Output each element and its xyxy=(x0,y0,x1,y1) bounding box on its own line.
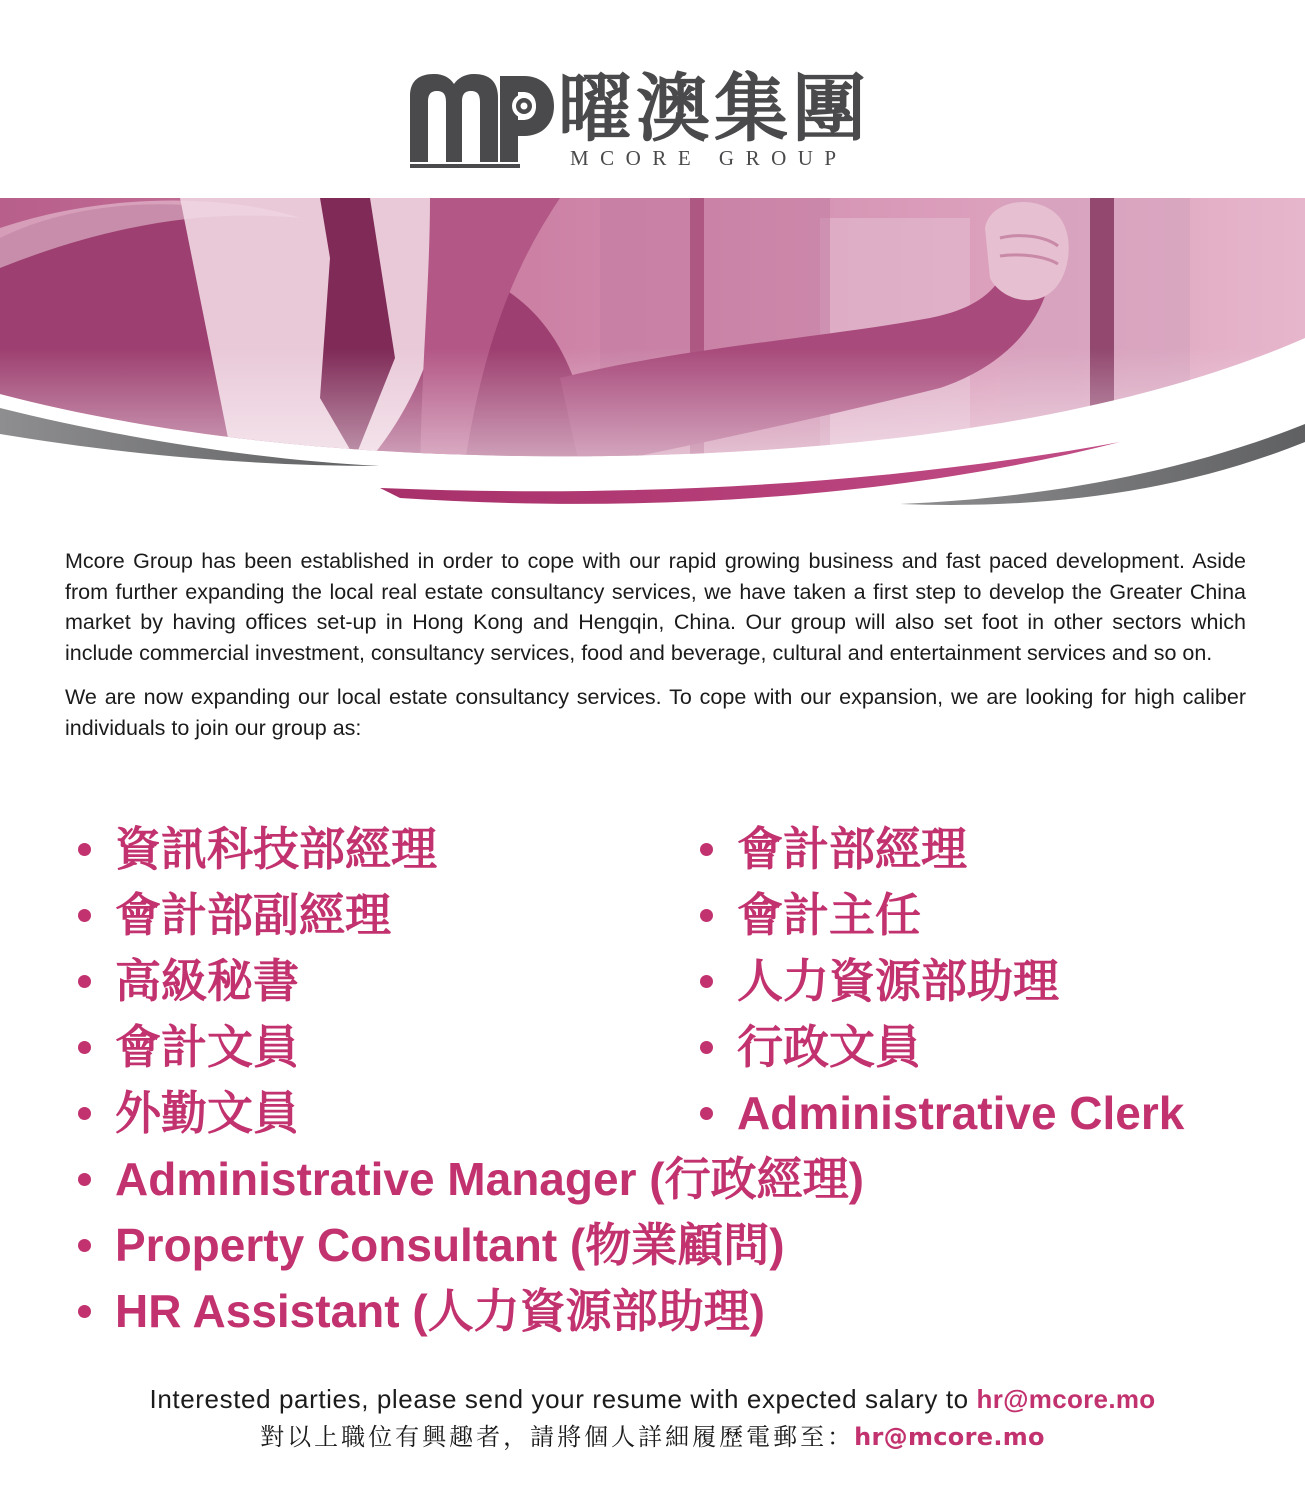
intro-paragraph-2: We are now expanding our local estate consultancy services. To cope with our expansion, we are looking for high caliber individuals to join our group as: xyxy=(65,685,1246,740)
bullet-icon xyxy=(78,1239,91,1252)
position-item xyxy=(78,816,700,882)
email-link-english[interactable]: hr@mcore.mo xyxy=(976,1384,1156,1414)
position-item xyxy=(700,882,1260,948)
position-title: Property Consultant (物業顧問) xyxy=(115,1219,785,1271)
company-logo xyxy=(408,66,908,170)
application-instructions xyxy=(0,1380,1305,1456)
intro-paragraph-1: Mcore Group has been established in order to cope with our rapid growing business and fast paced development. Aside from further expanding the local real estate consultancy services, we have taken a first step to develop the Greater China market by having offices set-up in Hong Kong and Hengqin, China. Our group will also set foot in other sectors which include commercial investment, consultancy services, food and beverage, cultural and entertainment services and so on. xyxy=(65,549,1246,665)
positions-two-column-grid xyxy=(78,816,1278,1146)
position-title: 會計部副經理 xyxy=(115,889,391,941)
positions-full-width-list xyxy=(78,1146,1278,1344)
mp-logo-mark xyxy=(408,70,556,170)
hero-banner-image xyxy=(0,198,1305,538)
position-item xyxy=(700,816,1260,882)
position-item xyxy=(78,948,700,1014)
position-title: Administrative Manager (行政經理) xyxy=(115,1153,864,1205)
english-instructions xyxy=(0,1380,1305,1418)
company-name-chinese: 曜澳集團 xyxy=(558,66,870,152)
position-item xyxy=(78,1014,700,1080)
position-item xyxy=(78,1146,1278,1212)
position-title: 行政文員 xyxy=(737,1021,921,1073)
position-title: Administrative Clerk xyxy=(737,1087,1185,1139)
bullet-icon xyxy=(78,1305,91,1318)
position-item xyxy=(78,1080,700,1146)
position-item xyxy=(700,1080,1260,1146)
position-title: 人力資源部助理 xyxy=(737,955,1059,1007)
position-title: 會計文員 xyxy=(115,1021,299,1073)
position-title: 高級秘書 xyxy=(115,955,299,1007)
position-title: HR Assistant (人力資源部助理) xyxy=(115,1285,765,1337)
position-item xyxy=(700,948,1260,1014)
position-title: 會計部經理 xyxy=(737,823,967,875)
bullet-icon xyxy=(700,843,713,856)
bullet-icon xyxy=(78,1041,91,1054)
position-title: 外勤文員 xyxy=(115,1087,299,1139)
position-title: 資訊科技部經理 xyxy=(115,823,437,875)
position-item xyxy=(78,1212,1278,1278)
bullet-icon xyxy=(700,909,713,922)
position-item xyxy=(78,882,700,948)
company-introduction xyxy=(65,546,1246,757)
bullet-icon xyxy=(78,1173,91,1186)
company-name-english: MCORE GROUP xyxy=(570,146,848,170)
bullet-icon xyxy=(700,975,713,988)
position-item xyxy=(700,1014,1260,1080)
bullet-icon xyxy=(78,909,91,922)
chinese-instructions-text: 對以上職位有興趣者，請將個人詳細履歷電郵至： xyxy=(260,1423,855,1451)
bullet-icon xyxy=(700,1107,713,1120)
bullet-icon xyxy=(78,843,91,856)
position-item xyxy=(78,1278,1278,1344)
bullet-icon xyxy=(78,975,91,988)
bullet-icon xyxy=(78,1107,91,1120)
chinese-instructions xyxy=(0,1418,1305,1456)
bullet-icon xyxy=(700,1041,713,1054)
job-positions-list xyxy=(78,816,1278,1344)
email-link-chinese[interactable]: hr@mcore.mo xyxy=(854,1423,1045,1451)
english-instructions-text: Interested parties, please send your resume with expected salary to xyxy=(149,1384,977,1414)
position-title: 會計主任 xyxy=(737,889,921,941)
